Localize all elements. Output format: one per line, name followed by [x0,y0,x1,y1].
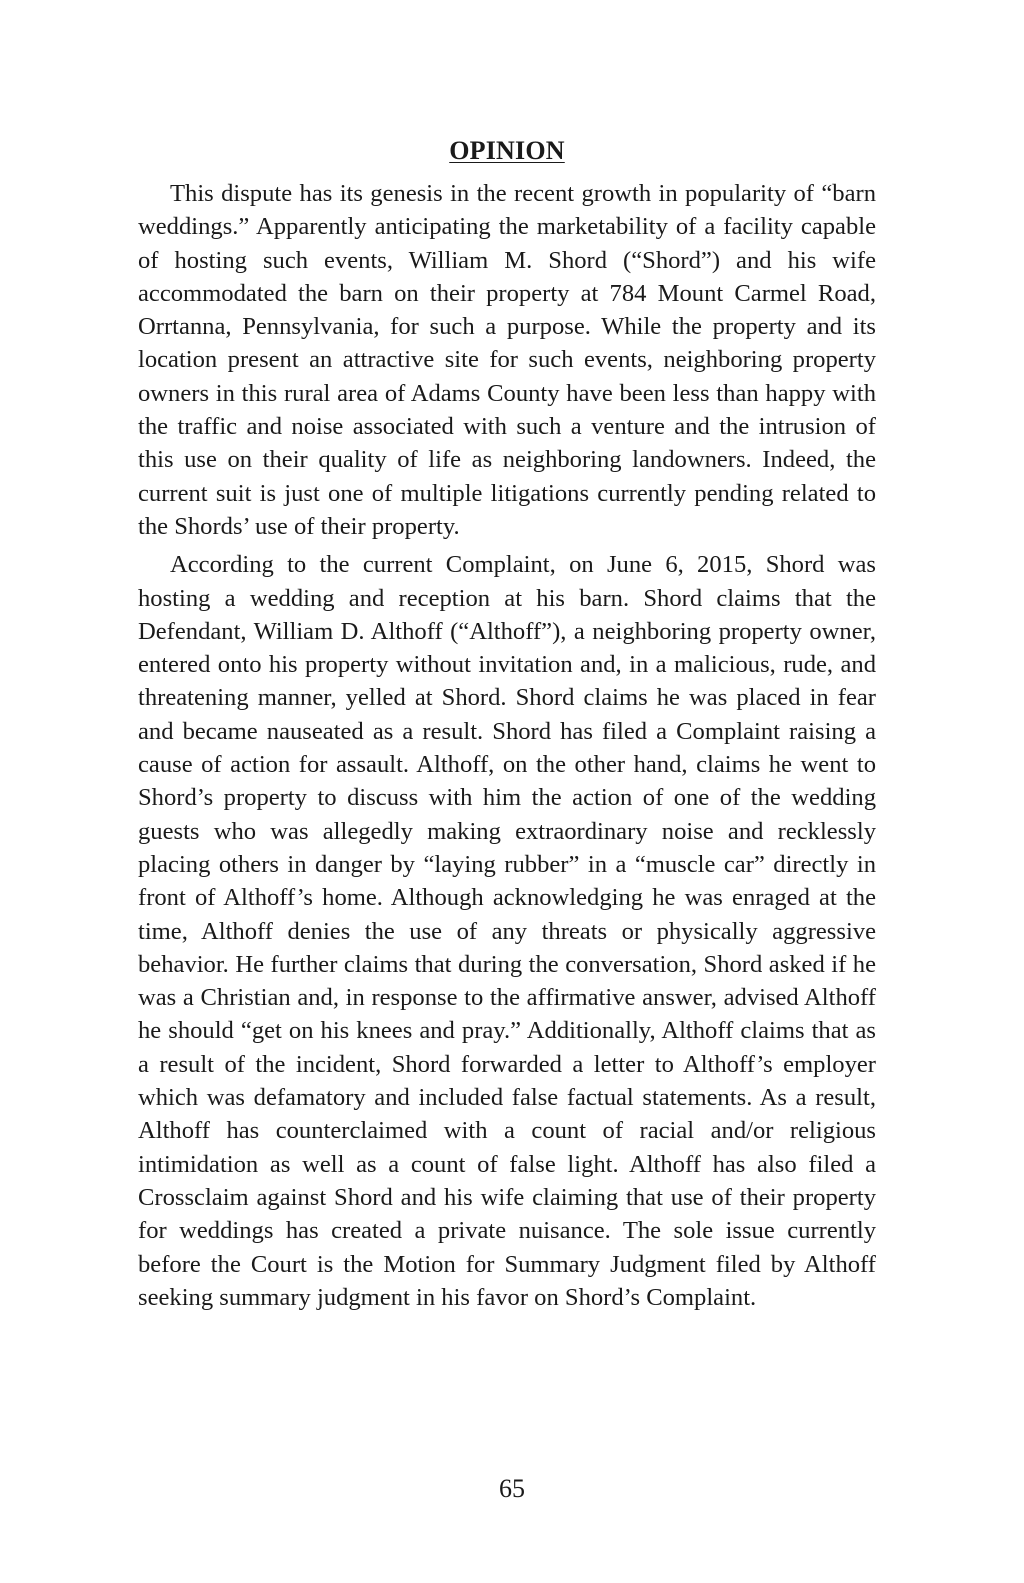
paragraph-intro: This dispute has its genesis in the recent growth in popularity of “barn weddings.” Apparently anticipating the marketability of a facility capable of hosting such events, William M. Shord (“Shord”) and his wife accommodated the barn on their property at 784 Mount Carmel Road, Orrtanna, Pennsylvania, for such a purpose. While the property and its location present an attractive site for such events, neighboring property owners in this rural area of Adams County have been less than happy with the traffic and noise associated with such a venture and the intrusion of this use on their quality of life as neighboring landowners. Indeed, the current suit is just one of multiple litigations currently pending related to the Shords’ use of their property. [138,180,876,540]
document-body [138,133,876,1314]
page-number: 65 [499,1474,525,1503]
paragraph-complaint: According to the current Complaint, on June 6, 2015, Shord was hosting a wedding and reception at his barn. Shord claims that the Defendant, William D. Althoff (“Althoff”), a neighboring property owner, entered onto his property without invitation and, in a malicious, rude, and threatening manner, yelled at Shord. Shord claims he was placed in fear and became nauseated as a result. Shord has filed a Complaint raising a cause of action for assault. Althoff, on the other hand, claims he went to Shord’s property to discuss with him the action of one of the wedding guests who was allegedly making extraordinary noise and recklessly placing others in danger by “laying rubber” in a “muscle car” directly in front of Althoff’s home. Although acknowledging he was enraged at the time, Althoff denies the use of any threats or physically aggressive behavior. He further claims that during the conversation, Shord asked if he was a Christian and, in response to the affirmative answer, advised Althoff he should “get on his knees and pray.” Additionally, Althoff claims that as a result of the incident, Shord forwarded a letter to Althoff’s employer which was defamatory and included false factual statements. As a result, Althoff has counterclaimed with a count of racial and/or religious intimidation as well as a count of false light. Althoff has also filed a Crossclaim against Shord and his wife claiming that use of their property for weddings has created a private nuisance. The sole issue currently before the Court is the Motion for Summary Judgment filed by Althoff seeking summary judgment in his favor on Shord’s Complaint. [138,551,876,1311]
page-title: OPINION [449,136,565,165]
